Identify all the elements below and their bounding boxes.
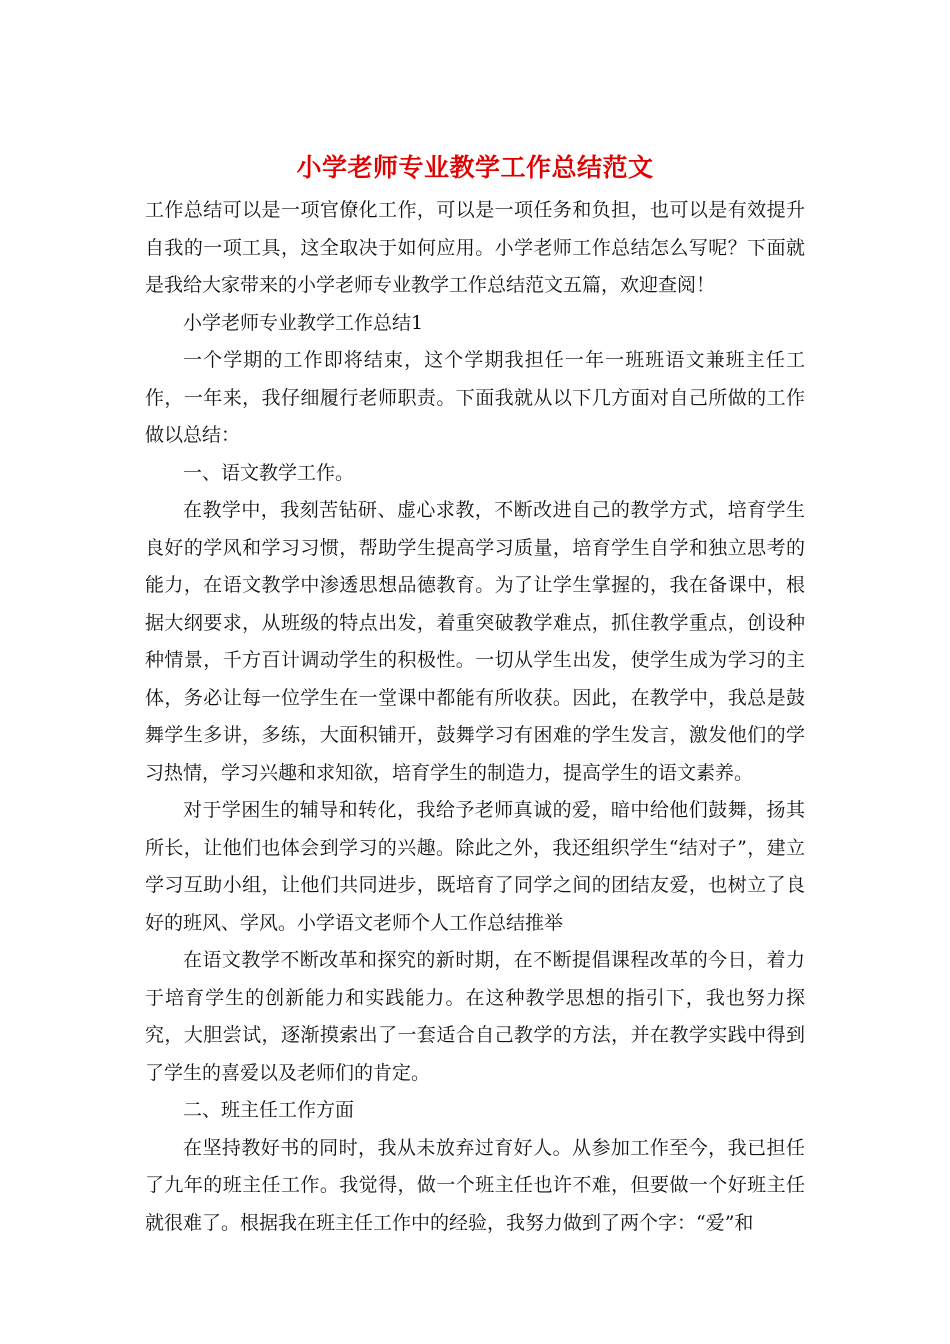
paragraph: 在语文教学不断改革和探究的新时期，在不断提倡课程改革的今日，着力于培育学生的创新能力和实践能力。在这种教学思想的指引下，我也努力探究，大胆尝试，逐渐摸索出了一套适合自己教学的方法，并在教学实践中得到了学生的喜爱以及老师们的肯定。 [145, 949, 805, 1084]
paragraph: 工作总结可以是一项官僚化工作，可以是一项任务和负担，也可以是有效提升自我的一项工具，这全取决于如何应用。小学老师工作总结怎么写呢？下面就是我给大家带来的小学老师专业教学工作总结范文五篇，欢迎查阅！ [145, 199, 805, 296]
paragraph: 在教学中，我刻苦钻研、虚心求教，不断改进自己的教学方式，培育学生良好的学风和学习习惯，帮助学生提高学习质量，培育学生自学和独立思考的能力，在语文教学中渗透思想品德教育。为了让学生掌握的，我在备课中，根据大纲要求，从班级的特点出发，着重突破教学难点，抓住教学重点，创设种种情景，千方百计调动学生的积极性。一切从学生出发，使学生成为学习的主体，务必让每一位学生在一堂课中都能有所收获。因此，在教学中，我总是鼓舞学生多讲，多练，大面积铺开，鼓舞学习有困难的学生发言，激发他们的学习热情，学习兴趣和求知欲，培育学生的制造力，提高学生的语文素养。 [145, 499, 805, 784]
paragraph: 二、班主任工作方面 [183, 1099, 355, 1121]
paragraph: 对于学困生的辅导和转化，我给予老师真诚的爱，暗中给他们鼓舞，扬其所长，让他们也体会到学习的兴趣。除此之外，我还组织学生“结对子”，建立学习互助小组，让他们共同进步，既培育了同学之间的团结友爱，也树立了良好的班风、学风。小学语文老师个人工作总结推举 [145, 799, 805, 934]
paragraph: 一个学期的工作即将结束，这个学期我担任一年一班班语文兼班主任工作，一年来，我仔细履行老师职责。下面我就从以下几方面对自己所做的工作做以总结： [145, 349, 805, 446]
paragraph: 一、语文教学工作。 [183, 461, 355, 484]
paragraph: 在坚持教好书的同时，我从未放弃过育好人。从参加工作至今，我已担任了九年的班主任工作。我觉得，做一个班主任也许不难，但要做一个好班主任就很难了。根据我在班主任工作中的经验，我努力做到了两个字：“爱”和 [145, 1136, 805, 1234]
document-title: 小学老师专业教学工作总结范文 [296, 153, 654, 182]
paragraph: 小学老师专业教学工作总结1 [183, 311, 424, 334]
document-body [145, 192, 805, 1242]
